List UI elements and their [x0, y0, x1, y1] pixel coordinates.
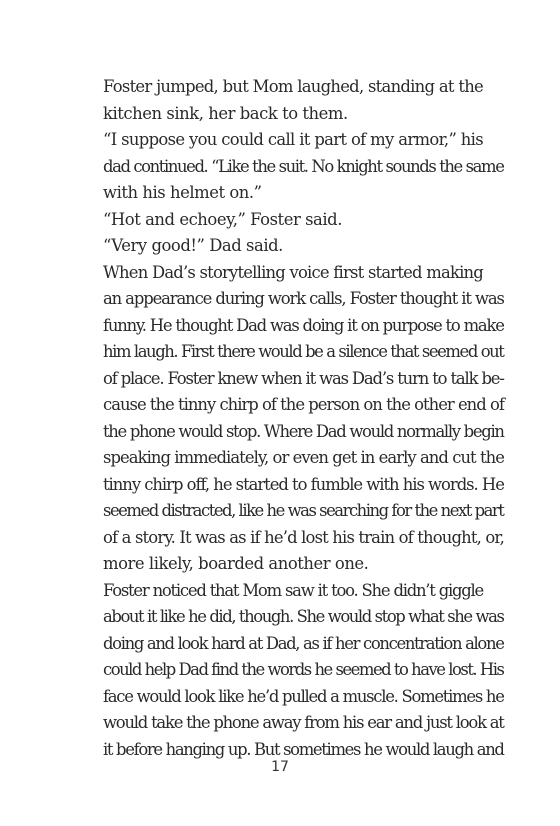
text-line: it before hanging up. But sometimes he would laugh and — [103, 739, 504, 759]
text-line: “I suppose you could call it part of my armor,” his — [103, 130, 483, 149]
body-text — [81, 74, 505, 763]
text-line: Foster noticed that Mom saw it too. She didn’t giggle — [103, 580, 483, 600]
text-line: of a story. It was as if he’d lost his train of thought, or, — [103, 527, 505, 547]
text-line: speaking immediately, or even get in early and cut the — [103, 448, 504, 467]
text-line: Foster jumped, but Mom laughed, standing at the — [103, 77, 483, 96]
text-line: “Hot and echoey,” Foster said. — [103, 209, 342, 229]
text-line: doing and look hard at Dad, as if her concentration alone — [103, 633, 504, 653]
paragraph — [81, 127, 504, 207]
text-line: an appearance during work calls, Foster thought it was — [103, 289, 504, 308]
text-line: would take the phone away from his ear and just look at — [103, 713, 504, 732]
text-line: When Dad’s storytelling voice first started making — [103, 262, 483, 282]
text-line: more likely, boarded another one. — [103, 554, 369, 573]
paragraph — [81, 74, 483, 127]
text-line: “Very good!” Dad said. — [103, 236, 283, 255]
text-line: the phone would stop. Where Dad would normally begin — [103, 421, 504, 441]
paragraph — [81, 233, 483, 260]
paragraph — [81, 578, 504, 764]
text-line: could help Dad find the words he seemed to have lost. His — [103, 660, 504, 679]
text-line: cause the tinny chirp of the person on the other end of — [103, 395, 504, 414]
text-line: face would look like he’d pulled a muscle. Sometimes he — [103, 686, 504, 706]
text-line: seemed distracted, like he was searching for the next part — [103, 501, 504, 520]
text-line: of place. Foster knew when it was Dad’s turn to talk be- — [103, 368, 504, 388]
text-line: about it like he did, though. She would stop what she was — [103, 607, 504, 626]
text-line: kitchen sink, her back to them. — [103, 103, 348, 123]
text-line: with his helmet on.” — [103, 183, 262, 202]
text-line: him laugh. First there would be a silence that seemed out — [103, 342, 504, 361]
paragraph — [81, 207, 483, 234]
page-number: 17 — [271, 759, 289, 775]
text-line: dad continued. “Like the suit. No knight sounds the same — [103, 156, 504, 176]
text-line: tinny chirp off, he started to fumble with his words. He — [103, 474, 504, 494]
paragraph — [81, 260, 505, 578]
text-line: funny. He thought Dad was doing it on purpose to make — [103, 315, 504, 335]
